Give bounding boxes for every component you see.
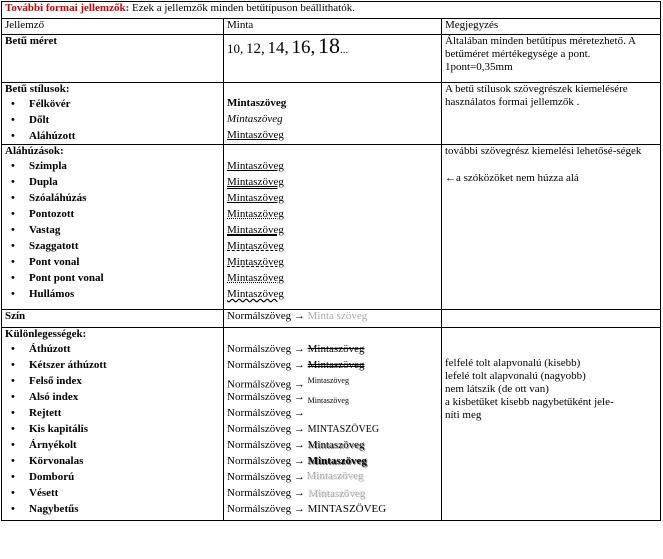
sample-single: Mintaszöveg xyxy=(227,160,284,172)
special-row xyxy=(2,328,661,521)
style-item-italic: • Dőlt xyxy=(11,112,220,128)
size-ellipsis: ... xyxy=(340,44,349,56)
right-arrow-icon: → xyxy=(293,378,305,391)
right-arrow-icon: → xyxy=(293,407,305,419)
size-18: 18 xyxy=(318,34,340,58)
style-label-cell xyxy=(2,83,224,145)
underline-row xyxy=(2,145,661,310)
special-list xyxy=(5,341,220,517)
size-14: 14, xyxy=(267,38,289,57)
header-row xyxy=(2,19,661,35)
special-sample-all-caps: Normálszöveg → MINTASZÖVEG xyxy=(227,503,387,515)
sample-wavy: Mintaszöveg xyxy=(227,288,284,300)
size-10: 10, xyxy=(227,41,244,56)
note-small-caps-1: a kisbetűket kisebb nagybetűként jele- xyxy=(445,396,614,408)
note-hidden: nem látszik (de ott van) xyxy=(445,383,549,395)
right-arrow-icon: → xyxy=(293,391,305,403)
size-16: 16, xyxy=(291,37,316,58)
underline-note: további szövegrész kiemelési lehetősé-ségek xyxy=(445,145,642,157)
title-highlight: További formai jellemzők: xyxy=(5,2,130,14)
special-label-cell xyxy=(2,328,224,521)
style-row xyxy=(2,83,661,145)
underline-item-dotted: • Pontozott xyxy=(11,206,220,222)
underline-sample-cell xyxy=(224,145,442,310)
right-arrow-icon: → xyxy=(293,359,305,371)
underline-item-double: • Dupla xyxy=(11,174,220,190)
underline-label: Aláhúzások: xyxy=(5,145,64,157)
title-row xyxy=(2,2,661,19)
underline-item-dash-dot: • Pont vonal xyxy=(11,254,220,270)
special-sample-cell xyxy=(224,328,442,521)
size-note: Általában minden betűtípus méretezhető. A betűméret mértékegysége a pont. 1pont=0,35mm xyxy=(442,35,661,83)
underline-item-word: • Szóaláhúzás xyxy=(11,190,220,206)
special-sample-superscript: Normálszöveg → $^{Mintaszöveg}$ xyxy=(227,376,349,391)
special-item-superscript: • Felső index xyxy=(11,373,220,389)
special-item-shadow: • Árnyékolt xyxy=(11,437,220,453)
special-sample-subscript: Normálszöveg → $_{Mintaszöveg}$ xyxy=(227,391,349,406)
sample-thick: Mintaszöveg xyxy=(227,224,284,236)
size-12: 12, xyxy=(246,41,265,57)
special-label: Különlegességek: xyxy=(5,328,87,340)
right-arrow-icon: → xyxy=(293,439,305,451)
sample-underlined: Mintaszöveg xyxy=(227,129,284,141)
special-sample-strike: Normálszöveg → Mintaszöveg xyxy=(227,343,365,355)
style-label: Betű stílusok: xyxy=(5,83,70,95)
underline-item-wavy: • Hullámos xyxy=(11,286,220,302)
color-sample: Minta szöveg xyxy=(307,310,368,322)
underline-list xyxy=(5,158,220,302)
right-arrow-icon: → xyxy=(293,343,305,355)
style-item-underline: • Aláhúzott xyxy=(11,128,220,144)
special-sample-shadow: Normálszöveg → Mintaszöveg xyxy=(227,439,365,451)
color-sample-cell xyxy=(224,310,442,328)
style-list xyxy=(5,96,220,144)
style-sample-cell xyxy=(224,83,442,145)
underline-item-single: • Szimpla xyxy=(11,158,220,174)
sample-dash-dot: Mintaszöveg xyxy=(227,256,284,268)
special-sample-engrave: Normálszöveg → Mintaszöveg xyxy=(227,487,365,499)
sample-double: Mintaszöveg xyxy=(227,176,284,188)
color-row xyxy=(2,310,661,328)
underline-item-thick: • Vastag xyxy=(11,222,220,238)
special-item-small-caps: • Kis kapitális xyxy=(11,421,220,437)
underline-label-cell xyxy=(2,145,224,310)
word-underline-text: a szóközöket nem húzza alá xyxy=(456,172,579,184)
sample-italic: Mintaszöveg xyxy=(227,113,283,125)
note-superscript: felfelé tolt alapvonalú (kisebb) xyxy=(445,357,581,369)
col-header-feature: Jellemző xyxy=(2,19,224,35)
style-item-bold: • Félkövér xyxy=(11,96,220,112)
right-arrow-icon: → xyxy=(293,423,305,435)
special-item-outline: • Körvonalas xyxy=(11,453,220,469)
special-sample-hidden: Normálszöveg → xyxy=(227,407,305,419)
special-item-engrave: • Vésett xyxy=(11,485,220,501)
sample-bold: Mintaszöveg xyxy=(227,97,287,109)
title-cell xyxy=(2,2,661,19)
sample-dashed: Mintaszöveg xyxy=(227,240,284,252)
special-sample-small-caps: Normálszöveg → MINTASZÖVEG xyxy=(227,423,380,435)
sample-dash-dot-dot: Mintaszöveg xyxy=(227,272,284,284)
special-sample-double-strike: Normálszöveg → Mintaszöveg xyxy=(227,359,365,371)
right-arrow-icon: → xyxy=(293,503,305,515)
note-small-caps-2: níti meg xyxy=(445,409,482,421)
word-underline-note xyxy=(445,172,657,185)
col-header-note: Megjegyzés xyxy=(442,19,661,35)
right-arrow-icon: → xyxy=(293,487,305,499)
right-arrow-icon: → xyxy=(293,471,305,483)
special-item-double-strike: • Kétszer áthúzott xyxy=(11,357,220,373)
underline-note-cell xyxy=(442,145,661,310)
color-note xyxy=(442,310,661,328)
style-note: A betű stílusok szövegrészek kiemelésére használatos formai jellemzők . xyxy=(442,83,661,145)
size-sample xyxy=(224,35,442,83)
special-sample-outline: Normálszöveg → Mintaszöveg xyxy=(227,455,367,467)
size-row xyxy=(2,35,661,83)
special-sample-emboss: Normálszöveg → Mintaszöveg xyxy=(227,471,365,483)
special-item-hidden: • Rejtett xyxy=(11,405,220,421)
special-item-subscript: • Alsó index xyxy=(11,389,220,405)
format-table xyxy=(1,1,661,521)
color-label: Szín xyxy=(2,310,224,328)
right-arrow-icon: → xyxy=(293,455,305,467)
right-arrow-icon: → xyxy=(293,310,305,322)
note-subscript: lefelé tolt alapvonalú (nagyobb) xyxy=(445,370,586,382)
left-arrow-icon: ← xyxy=(445,172,456,184)
sample-dotted: Mintaszöveg xyxy=(227,208,284,220)
special-item-emboss: • Domború xyxy=(11,469,220,485)
color-normal: Normálszöveg xyxy=(227,310,292,322)
col-header-sample: Minta xyxy=(224,19,442,35)
special-item-strike: • Áthúzott xyxy=(11,341,220,357)
special-item-all-caps: • Nagybetűs xyxy=(11,501,220,517)
size-label: Betű méret xyxy=(2,35,224,83)
underline-item-dashed: • Szaggatott xyxy=(11,238,220,254)
title-text: Ezek a jellemzők minden betűtípuson beállíthatók. xyxy=(129,2,355,14)
underline-item-dash-dot-dot: • Pont pont vonal xyxy=(11,270,220,286)
special-note-cell xyxy=(442,328,661,521)
sample-word: Mintaszöveg xyxy=(227,192,284,204)
